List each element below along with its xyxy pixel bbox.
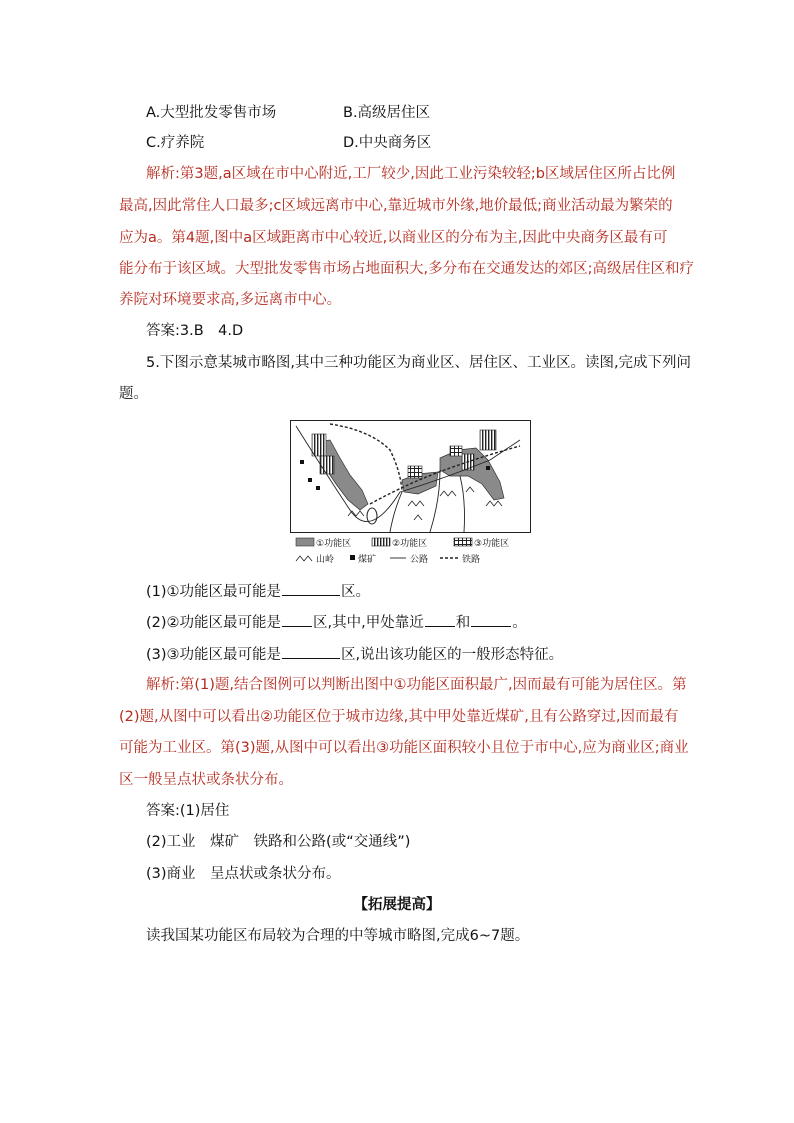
analysis2-line-2: (2)题,从图中可以看出②功能区位于城市边缘,其中甲处靠近煤矿,且有公路穿过,因而最有 <box>119 709 679 725</box>
legend-zone2-swatch <box>372 538 390 546</box>
legend-zone1-swatch <box>296 538 314 546</box>
analysis1-line-3: 应为a。第4题,图中a区域距离市中心较近,以商业区的分布为主,因此中央商务区最有可 <box>119 230 668 246</box>
answer-blank-5[interactable] <box>282 644 340 659</box>
subquestion-1 <box>146 581 370 602</box>
answer1: 答案:3.B 4.D <box>146 323 244 339</box>
city-sketch-map <box>290 420 532 566</box>
legend-rail-label: 铁路 <box>462 555 481 565</box>
subq3-prefix: (3)③功能区最可能是 <box>146 647 282 663</box>
coal-mine-4 <box>486 466 490 470</box>
legend-road-label: 公路 <box>410 555 429 565</box>
analysis1-line-2: 最高,因此常住人口最多;c区域远离市中心,靠近城市外缘,地价最低;商业活动最为繁荣的 <box>119 198 673 214</box>
legend-zone3-swatch <box>454 538 472 546</box>
answer2-line-1: 答案:(1)居住 <box>146 803 230 819</box>
analysis1-line-4: 能分布于该区域。大型批发零售市场占地面积大,多分布在交通发达的郊区;高级居住区和疗 <box>119 261 694 277</box>
legend-coal-label: 煤矿 <box>358 555 377 565</box>
answer2-line-2: (2)工业 煤矿 铁路和公路(或“交通线”) <box>146 834 411 850</box>
option-d: D.中央商务区 <box>343 135 432 151</box>
analysis2-line-3: 可能为工业区。第(3)题,从图中可以看出③功能区面积较小且位于市中心,应为商业区;商业 <box>119 740 689 756</box>
analysis2-line-4: 区一般呈点状或条状分布。 <box>119 772 293 788</box>
analysis1-line-1: 解析:第3题,a区域在市中心附近,工厂较少,因此工业污染较轻;b区域居住区所占比例 <box>146 166 676 182</box>
answer2-line-3: (3)商业 呈点状或条状分布。 <box>146 866 341 882</box>
subq2-suffix: 。 <box>512 615 527 631</box>
legend-zone2-label: ②功能区 <box>392 539 428 549</box>
subquestion-2 <box>146 612 527 633</box>
analysis2-line-1: 解析:第(1)题,结合图例可以判断出图中①功能区面积最广,因而最有可能为居住区。第 <box>146 677 687 693</box>
section-title: 【拓展提高】 <box>353 897 441 913</box>
answer-blank-2[interactable] <box>282 612 312 627</box>
coal-mine-1 <box>300 460 304 464</box>
zone2-northeast <box>480 430 496 450</box>
map-svg <box>290 420 532 566</box>
zone2-west-b <box>320 456 334 474</box>
question5-line-1: 5.下图示意某城市略图,其中三种功能区为商业区、居住区、工业区。读图,完成下列问 <box>146 355 692 371</box>
answer-blank-3[interactable] <box>425 612 455 627</box>
option-c: C.疗养院 <box>146 135 205 151</box>
legend-mountain-label: 山岭 <box>316 555 335 565</box>
subq2-and: 和 <box>455 615 471 631</box>
legend-mountain-symbol <box>296 556 312 561</box>
option-a: A.大型批发零售市场 <box>146 105 277 121</box>
option-b: B.高级居住区 <box>343 105 431 121</box>
zone3-center <box>408 466 422 478</box>
subq1-suffix: 区。 <box>341 584 371 600</box>
legend-zone3-label: ③功能区 <box>474 539 510 549</box>
zone2-west <box>312 434 326 456</box>
subq2-middle: 区,其中,甲处靠近 <box>313 615 424 631</box>
answer-blank-4[interactable] <box>471 612 511 627</box>
subq1-prefix: (1)①功能区最可能是 <box>146 584 282 600</box>
legend-zone1-label: ①功能区 <box>316 539 352 549</box>
zone3-east <box>450 446 462 456</box>
subquestion-3 <box>146 644 563 665</box>
coal-mine-3 <box>316 486 320 490</box>
coal-mine-2 <box>308 478 312 482</box>
analysis1-line-5: 养院对环境要求高,多远离市中心。 <box>119 292 342 308</box>
subq3-suffix: 区,说出该功能区的一般形态特征。 <box>341 647 564 663</box>
question5-line-2: 题。 <box>119 386 148 402</box>
intro-questions-6-7: 读我国某功能区布局较为合理的中等城市略图,完成6~7题。 <box>146 928 530 944</box>
answer-blank-1[interactable] <box>282 581 340 596</box>
subq2-prefix: (2)②功能区最可能是 <box>146 615 282 631</box>
legend-coal-symbol <box>350 555 355 560</box>
